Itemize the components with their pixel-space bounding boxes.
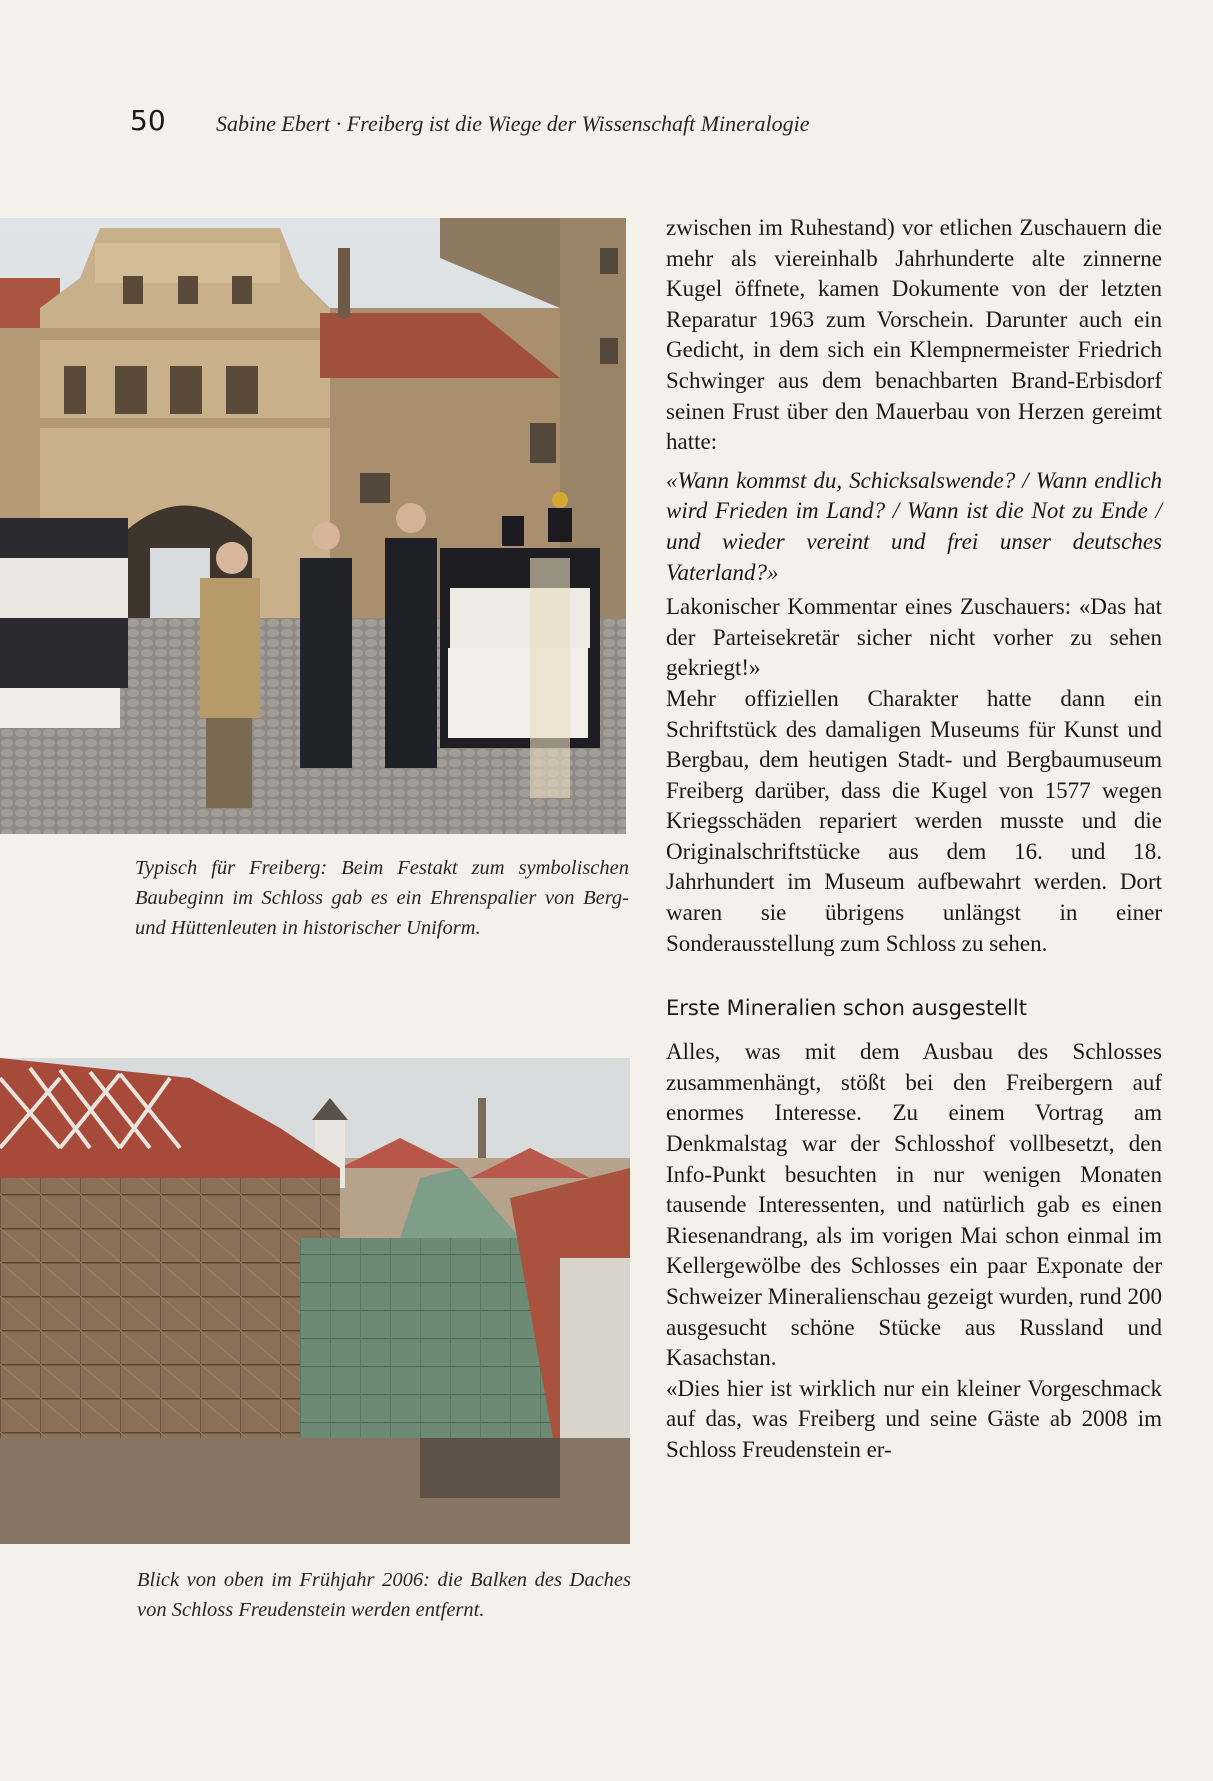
- text-column: [666, 213, 1162, 1466]
- caption-ceremony: Typisch für Freiberg: Beim Festakt zum symbolischen Baubeginn im Schloss gab es ein Ehrenspalier von Berg- und Hüttenleuten in historischer Uniform.: [135, 857, 629, 939]
- paragraph-4: Alles, was mit dem Ausbau des Schlosses zusammenhängt, stößt bei den Freibergern auf enormes Interesse. Zu einem Vortrag am Denkmalstag war der Schlosshof vollbesetzt, den Info-Punkt besuchten in nur wenigen Monaten tausende Interessenten, und natürlich gab es einen Riesenandrang, als im vorigen Mai schon einmal im Kellergewölbe des Schlosses ein paar Exponate der Schweizer Mineralienschau gezeigt wurden, rund 200 ausgesucht schöne Stücke aus Russland und Kasachstan.: [666, 1039, 1162, 1371]
- page-header: [130, 104, 1130, 144]
- paragraph-5: «Dies hier ist wirklich nur ein kleiner Vorgeschmack auf das, was Freiberg und seine Gäste ab 2008 im Schloss Freudenstein er-: [666, 1375, 1162, 1462]
- running-title: Sabine Ebert · Freiberg ist die Wiege der Wissenschaft Mineralogie: [216, 111, 810, 136]
- poem-quote: «Wann kommst du, Schicksalswende? / Wann endlich wird Frieden im Land? / Wann ist die Not zu Ende / und wieder vereint und frei unser deutsches Vaterland?»: [666, 467, 1162, 585]
- caption-scaffolding: Blick von oben im Frühjahr 2006: die Balken des Daches von Schloss Freudenstein werden entfernt.: [137, 1569, 631, 1621]
- section-heading: Erste Mineralien schon ausgestellt: [666, 996, 1027, 1021]
- page-number: 50: [130, 104, 166, 137]
- paragraph-2: Lakonischer Kommentar eines Zuschauers: «Das hat der Parteisekretär sicher nicht vorher zu sehen gekriegt!»: [666, 594, 1162, 681]
- paragraph-3: Mehr offiziellen Charakter hatte dann ein Schriftstück des damaligen Museums für Kunst und Bergbau, dem heutigen Stadt- und Bergbaumuseum Freiberg darüber, dass die Kugel von 1577 wegen Kriegsschäden repariert werden musste und die Originalschriftstücke aus dem 16. und 18. Jahrhundert im Museum aufbewahrt werden. Dort waren sie übrigens unlängst in einer Sonderausstellung zum Schloss zu sehen.: [666, 685, 1162, 956]
- paragraph-1: zwischen im Ruhestand) vor etlichen Zuschauern die mehr als viereinhalb Jahrhunderte alte zinnerne Kugel öffnete, kamen Dokumente von der letzten Reparatur 1963 zum Vorschein. Darunter auch ein Gedicht, in dem sich ein Klempnermeister Friedrich Schwinger aus dem benachbarten Brand-Erbisdorf seinen Frust über den Mauerbau von Herzen gereimt hatte:: [666, 215, 1162, 455]
- photo-scaffolding: [0, 1058, 630, 1544]
- photo-ceremony-drawing: [0, 218, 626, 834]
- photo-ceremony: [0, 218, 626, 834]
- photo-scaffolding-drawing: [0, 1058, 630, 1544]
